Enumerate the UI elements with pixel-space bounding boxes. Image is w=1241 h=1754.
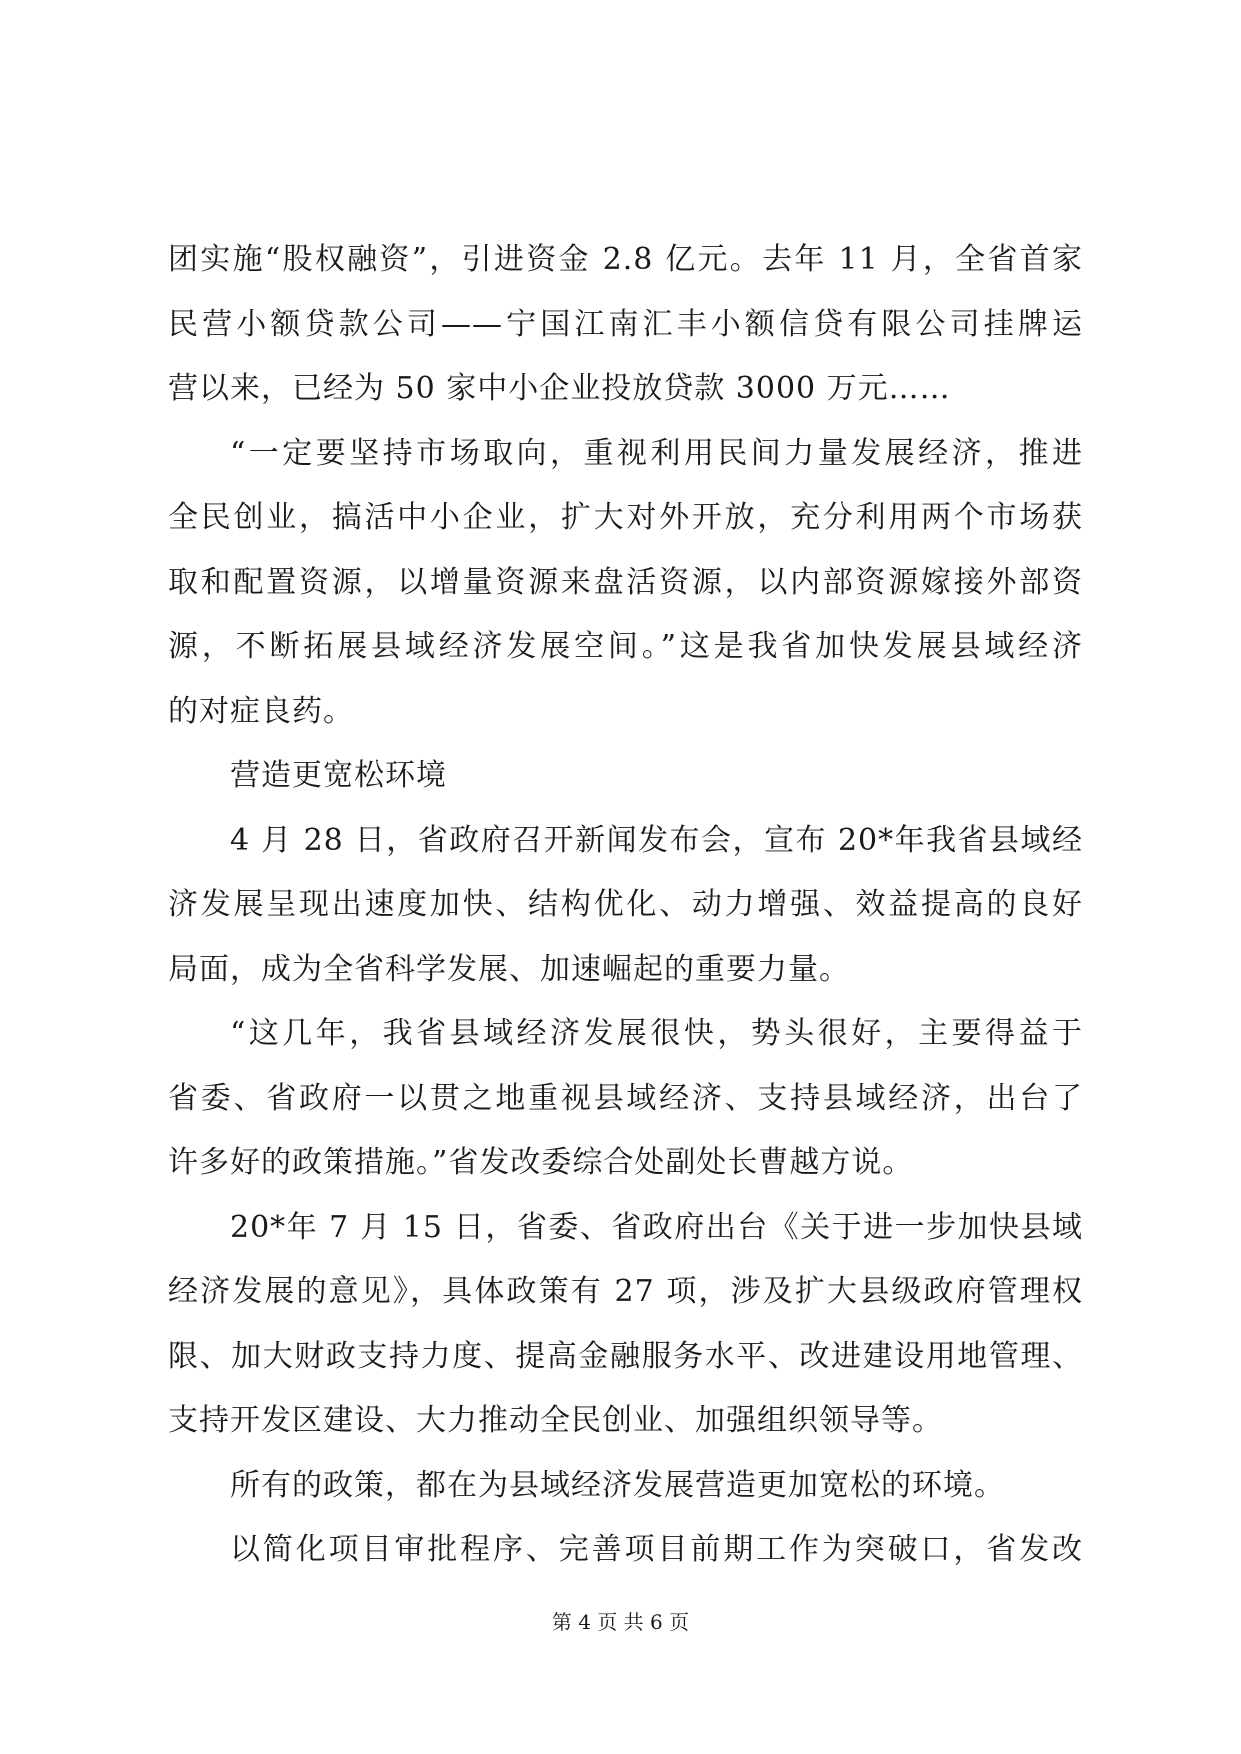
text-line: “这几年，我省县域经济发展很快，势头很好，主要得益于 [230, 1016, 1083, 1051]
text-line: “一定要坚持市场取向，重视利用民间力量发展经济，推进 [230, 435, 1083, 471]
text-line: 20*年 7 月 15 日，省委、省政府出台《关于进一步加快县域 [230, 1209, 1083, 1245]
text-line: 团实施“股权融资”，引进资金 2.8 亿元。去年 11 月，全省首家 [168, 242, 1083, 277]
text-line: 全民创业，搞活中小企业，扩大对外开放，充分利用两个市场获 [168, 500, 1083, 535]
text-line: 源，不断拓展县域经济发展空间。”这是我省加快发展县域经济 [168, 629, 1083, 664]
text-line: 民营小额贷款公司——宁国江南汇丰小额信贷有限公司挂牌运 [168, 306, 1083, 342]
text-line: 取和配置资源，以增量资源来盘活资源，以内部资源嫁接外部资 [168, 564, 1083, 600]
text-line: 所有的政策，都在为县域经济发展营造更加宽松的环境。 [230, 1467, 1005, 1503]
text-line: 许多好的政策措施。”省发改委综合处副处长曹越方说。 [168, 1145, 914, 1180]
page-number-footer: 第 4 页 共 6 页 [551, 1610, 690, 1634]
text-line: 支持开发区建设、大力推动全民创业、加强组织领导等。 [168, 1403, 943, 1438]
text-line: 以简化项目审批程序、完善项目前期工作为突破口，省发改 [230, 1532, 1083, 1567]
text-line: 营以来，已经为 50 家中小企业投放贷款 3000 万元…… [168, 371, 951, 406]
document-body [168, 228, 1083, 1583]
text-line: 的对症良药。 [168, 693, 354, 729]
section-heading: 营造更宽松环境 [230, 758, 447, 793]
text-line: 省委、省政府一以贯之地重视县域经济、支持县域经济，出台了 [168, 1080, 1083, 1116]
text-line: 经济发展的意见》，具体政策有 27 项，涉及扩大县级政府管理权 [168, 1274, 1083, 1309]
text-line: 4 月 28 日，省政府召开新闻发布会，宣布 20*年我省县域经 [230, 822, 1083, 858]
text-line: 济发展呈现出速度加快、结构优化、动力增强、效益提高的良好 [168, 887, 1083, 922]
text-line: 限、加大财政支持力度、提高金融服务水平、改进建设用地管理、 [168, 1338, 1083, 1374]
text-line: 局面，成为全省科学发展、加速崛起的重要力量。 [168, 951, 850, 987]
